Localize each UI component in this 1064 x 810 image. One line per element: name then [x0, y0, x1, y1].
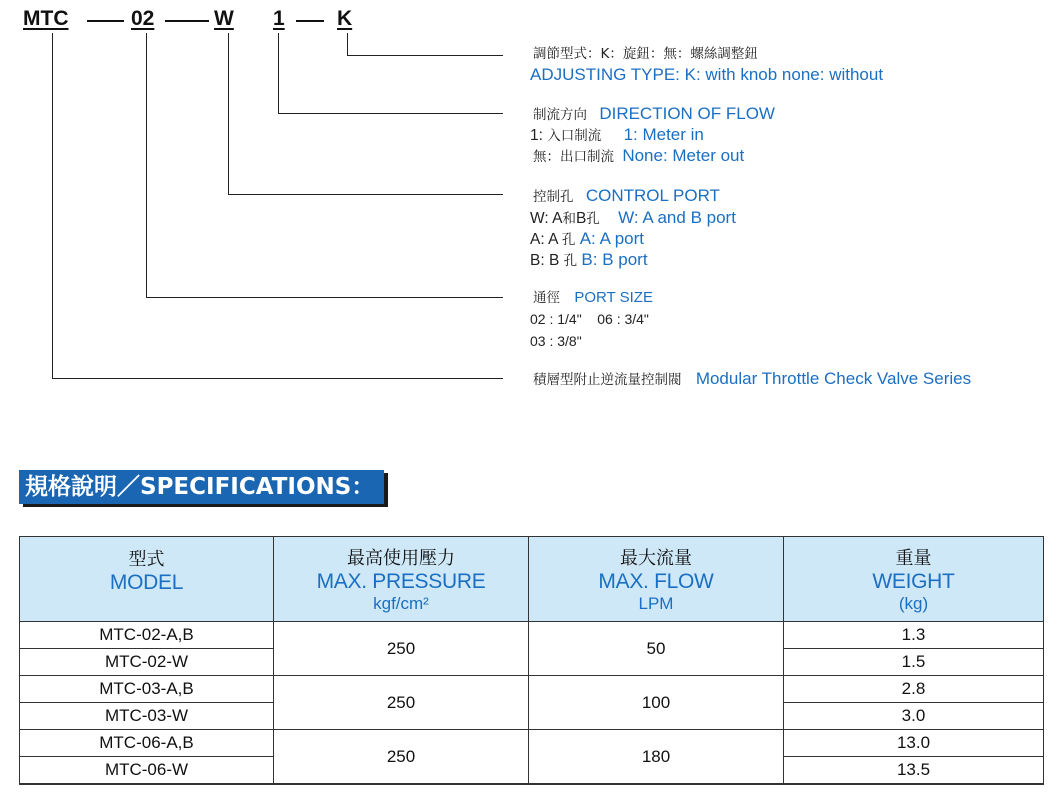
header-pressure-en: MAX. PRESSURE: [316, 570, 486, 593]
leader-line: [146, 297, 503, 298]
control-port-row1-zh-end: 孔: [586, 211, 600, 227]
series-zh: 積層型附止逆流量控制閥: [533, 372, 682, 388]
adjusting-zh: 調節型式：K：旋鈕：無：螺絲調整鈕: [533, 46, 758, 62]
code-dash: [87, 20, 124, 22]
code-adjusting: K: [337, 7, 353, 30]
control-port-row1-zh-mid: 和: [562, 211, 576, 227]
control-port-row1-en: W: A and B port: [618, 208, 736, 227]
adjusting-en: ADJUSTING TYPE: K: with knob none: without: [530, 65, 884, 84]
direction-row2-en: None: Meter out: [622, 146, 745, 165]
control-port-row-1: [530, 207, 736, 230]
port-size-en-title: PORT SIZE: [574, 289, 653, 306]
table-row: [20, 622, 1044, 649]
control-port-row2-en: A: A port: [579, 229, 644, 248]
control-port-row2-zh: 孔: [561, 232, 576, 248]
leader-line: [347, 55, 503, 56]
cell-weight: 3.0: [784, 703, 1044, 730]
direction-row-2: [533, 145, 744, 168]
leader-line: [228, 33, 229, 194]
cell-model: MTC-06-A,B: [20, 730, 274, 757]
control-port-row3-en: B: B port: [581, 250, 648, 269]
control-port-zh-title: 控制孔: [533, 189, 574, 205]
direction-row2-zh: 無：出口制流: [533, 149, 614, 165]
header-weight: [784, 537, 1044, 622]
direction-row-1: [530, 124, 704, 147]
port-size-row-2: 03 : 3/8": [530, 333, 582, 349]
cell-flow: 100: [529, 676, 784, 730]
header-pressure-zh: 最高使用壓力: [347, 548, 455, 569]
leader-line: [278, 113, 503, 114]
code-mtc: MTC: [23, 7, 69, 30]
cell-weight: 1.3: [784, 622, 1044, 649]
port-size-zh-title: 通徑: [533, 290, 560, 306]
control-port-row1-code: W: A: [530, 210, 563, 227]
direction-heading: [533, 103, 775, 126]
cell-weight: 13.0: [784, 730, 1044, 757]
leader-line: [278, 33, 279, 113]
leader-line: [228, 194, 503, 195]
header-model-zh: 型式: [128, 549, 165, 570]
table-header-row: [20, 537, 1044, 622]
header-weight-en: WEIGHT: [872, 570, 955, 593]
port-size-heading: [533, 287, 653, 309]
header-model-unit: [20, 595, 273, 613]
code-port-size: 02: [131, 7, 155, 30]
header-pressure: [274, 537, 529, 622]
header-flow-zh: 最大流量: [620, 548, 692, 569]
table-row: [20, 730, 1044, 757]
specifications-title: 規格說明／SPECIFICATIONS：: [19, 470, 384, 504]
header-model-en: MODEL: [109, 571, 184, 594]
direction-row1-en: 1: Meter in: [623, 125, 704, 144]
leader-line: [52, 33, 53, 378]
code-dash: [296, 20, 324, 22]
direction-row1-zh: 入口制流: [547, 128, 602, 144]
cell-pressure: 250: [274, 622, 529, 676]
cell-weight: 2.8: [784, 676, 1044, 703]
port-size-row-1: 02 : 1/4" 06 : 3/4": [530, 311, 649, 327]
header-flow: [529, 537, 784, 622]
code-direction: 1: [273, 7, 285, 30]
specifications-table: [19, 536, 1044, 785]
header-model: [20, 537, 274, 622]
control-port-row3-zh: 孔: [563, 253, 578, 269]
header-flow-en: MAX. FLOW: [598, 570, 714, 593]
leader-line: [347, 33, 348, 55]
cell-weight: 1.5: [784, 649, 1044, 676]
cell-pressure: 250: [274, 676, 529, 730]
cell-model: MTC-03-A,B: [20, 676, 274, 703]
cell-pressure: 250: [274, 730, 529, 785]
header-flow-unit: LPM: [638, 594, 674, 613]
cell-weight: 13.5: [784, 757, 1044, 785]
series-en: Modular Throttle Check Valve Series: [695, 369, 972, 388]
cell-model: MTC-02-W: [20, 649, 274, 676]
direction-zh-title: 制流方向: [533, 107, 587, 123]
control-port-row-3: [530, 249, 648, 272]
control-port-row3-code: B: B: [530, 252, 560, 269]
leader-line: [146, 33, 147, 297]
control-port-row1-code2: B: [575, 210, 587, 227]
direction-row1-code: 1:: [530, 127, 543, 144]
cell-model: MTC-03-W: [20, 703, 274, 730]
cell-flow: 180: [529, 730, 784, 785]
header-weight-unit: (kg): [898, 594, 929, 613]
table-row: [20, 676, 1044, 703]
header-weight-zh: 重量: [895, 548, 932, 569]
control-port-row-2: [530, 228, 644, 251]
leader-line: [52, 378, 503, 379]
cell-flow: 50: [529, 622, 784, 676]
direction-en-title: DIRECTION OF FLOW: [599, 104, 775, 123]
cell-model: MTC-06-W: [20, 757, 274, 785]
control-port-row2-code: A: A: [530, 231, 558, 248]
code-control-port: W: [214, 7, 234, 30]
code-dash: [165, 20, 209, 22]
control-port-heading: [533, 185, 720, 208]
cell-model: MTC-02-A,B: [20, 622, 274, 649]
header-pressure-unit: kgf/cm²: [373, 594, 429, 613]
control-port-en-title: CONTROL PORT: [585, 186, 720, 205]
series-label: [533, 368, 971, 391]
